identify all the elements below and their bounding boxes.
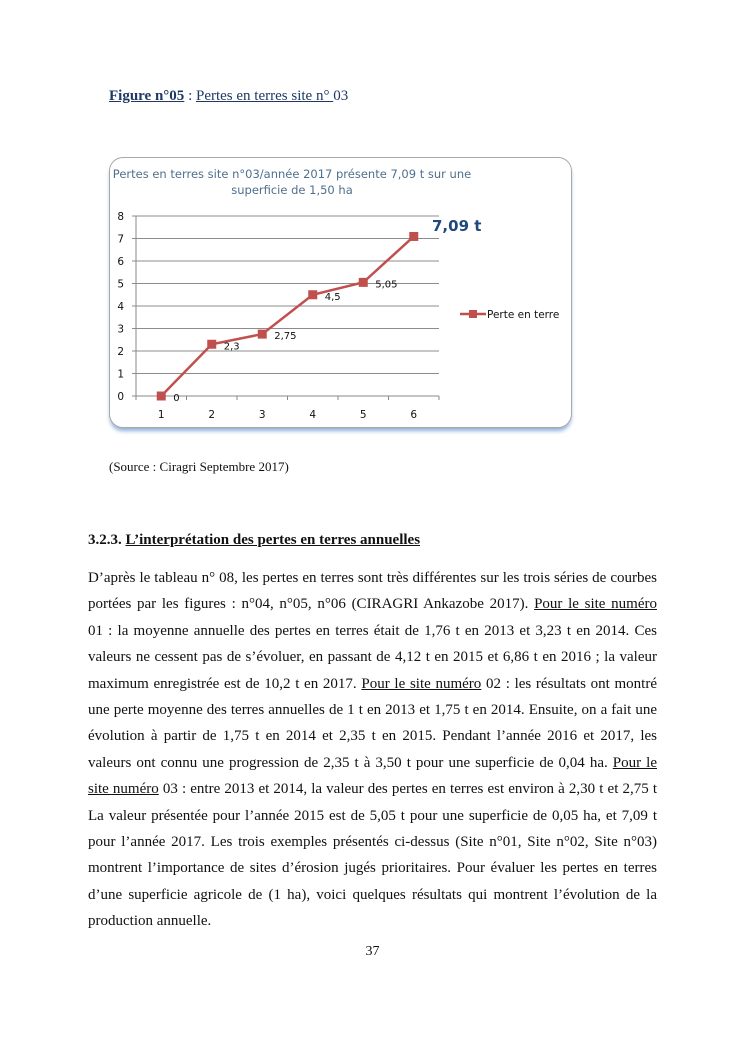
- text-segment: évolution à partir de 1,75 t en 2014 et 2,35 t en 2015. Pendant l’année 2016 et 2017, les: [88, 728, 657, 745]
- y-tick-label: 5: [117, 278, 124, 291]
- y-tick-label: 8: [117, 211, 124, 223]
- legend-marker: [469, 310, 477, 318]
- data-label: 4,5: [324, 291, 341, 303]
- text-segment: portées par les figures : n°04, n°05, n°06 (CIRAGRI Ankazobe 2017).: [88, 596, 535, 613]
- underlined-text: Pour le site numéro: [534, 596, 657, 613]
- paragraph-line: [88, 700, 657, 726]
- data-label: 5,05: [375, 279, 398, 291]
- body-paragraph: [88, 568, 657, 937]
- series-line: [161, 236, 414, 396]
- chart-title-line-1: Pertes en terres site n°03/année 2017 présente 7,09 t sur une: [112, 167, 472, 181]
- data-label: 2,75: [274, 331, 297, 343]
- x-tick-label: 6: [410, 409, 418, 421]
- paragraph-line: [88, 753, 657, 779]
- data-point: [409, 232, 418, 241]
- caption-separator: :: [184, 88, 196, 104]
- y-tick-label: 3: [117, 323, 124, 336]
- paragraph-line: [88, 858, 657, 884]
- text-segment: d’une superficie agricole de (1 ha), voici quelques résultats qui montrent l’évolution de la: [88, 886, 657, 903]
- text-segment: 03 : entre 2013 et 2014, la valeur des pertes en terres est environ à 2,30 t et 2,75 t: [158, 781, 657, 798]
- data-label: 0: [173, 393, 180, 404]
- figure-source: (Source : Ciragri Septembre 2017): [109, 459, 289, 474]
- paragraph-line: [88, 594, 657, 620]
- paragraph-line: [88, 911, 657, 937]
- paragraph-line: [88, 832, 657, 858]
- chart-annotation: 7,09 t: [432, 217, 482, 235]
- y-tick-label: 0: [117, 391, 124, 403]
- data-point: [207, 340, 216, 349]
- paragraph-line: [88, 674, 657, 700]
- text-segment: une perte moyenne des terres annuelles de 1 t en 2013 et 1,75 t en 2014. Ensuite, on a fait une: [88, 701, 657, 718]
- chart-title-line-2: superficie de 1,50 ha: [231, 183, 353, 197]
- x-tick-label: 5: [359, 409, 367, 421]
- y-tick-label: 6: [117, 256, 124, 268]
- underlined-text: Pour le: [612, 754, 657, 771]
- x-tick-label: 1: [157, 409, 165, 421]
- paragraph-line: [88, 779, 657, 805]
- y-tick-label: 1: [117, 368, 124, 381]
- figure-title: Pertes en terres site n°: [195, 88, 334, 104]
- text-segment: montrent l’importance de sites d’érosion jugés prioritaires. Pour évaluer les pertes en terres: [88, 860, 657, 877]
- paragraph-line: [88, 726, 657, 752]
- text-segment: maximum enregistrée est de 10,2 t en 2017.: [88, 675, 362, 692]
- x-tick-label: 3: [258, 409, 266, 421]
- data-point: [308, 290, 317, 299]
- data-point: [258, 330, 267, 339]
- line-chart: [110, 158, 571, 427]
- figure-title-suffix: 03: [333, 88, 349, 104]
- text-segment: valeurs ne cessent pas de s’évoluer, en passant de 4,12 t en 2015 et 6,86 t en 2016 ; la valeur: [88, 649, 657, 666]
- x-tick-label: 2: [208, 409, 216, 421]
- paragraph-line: [88, 568, 657, 594]
- chart-frame: [109, 157, 572, 428]
- y-tick-label: 7: [117, 233, 124, 246]
- text-segment: valeurs ont connu une progression de 2,35 t à 3,50 t pour une superficie de 0,04 ha.: [88, 754, 613, 771]
- data-point: [157, 392, 166, 401]
- page-number: 37: [365, 944, 380, 959]
- legend: [460, 309, 559, 321]
- paragraph-line: [88, 806, 657, 832]
- paragraph-line: [88, 885, 657, 911]
- section-title: L’interprétation des pertes en terres annuelles: [125, 532, 421, 548]
- text-segment: La valeur présentée pour l’année 2015 est de 5,05 t pour une superficie de 0,05 ha, et 7,09 t: [88, 807, 657, 824]
- paragraph-line: [88, 647, 657, 673]
- paragraph-line: [88, 621, 657, 647]
- underlined-text: Pour le site numéro: [361, 675, 482, 692]
- text-segment: 02 : les résultats ont montré: [481, 675, 657, 692]
- figure-caption: [109, 88, 348, 105]
- text-segment: D’après le tableau n° 08, les pertes en terres sont très différentes sur les trois séries de courbes: [88, 570, 657, 586]
- section-number: 3.2.3.: [88, 532, 126, 548]
- text-segment: production annuelle.: [88, 913, 212, 930]
- text-segment: 01 : la moyenne annuelle des pertes en terres était de 1,76 t en 2013 et 3,23 t en 2014. Ces: [88, 622, 657, 639]
- underlined-text: site numéro: [88, 781, 159, 798]
- legend-label: Perte en terre: [487, 309, 560, 321]
- text-segment: pour l’année 2017. Les trois exemples présentés ci-dessus (Site n°01, Site n°02, Site n°03): [88, 833, 657, 850]
- y-tick-label: 2: [117, 346, 124, 358]
- section-heading: [88, 532, 420, 549]
- data-label: 2,3: [223, 341, 240, 353]
- y-tick-label: 4: [117, 301, 124, 313]
- x-tick-label: 4: [309, 409, 317, 421]
- figure-number: Figure n°05: [109, 88, 185, 104]
- data-point: [359, 278, 368, 287]
